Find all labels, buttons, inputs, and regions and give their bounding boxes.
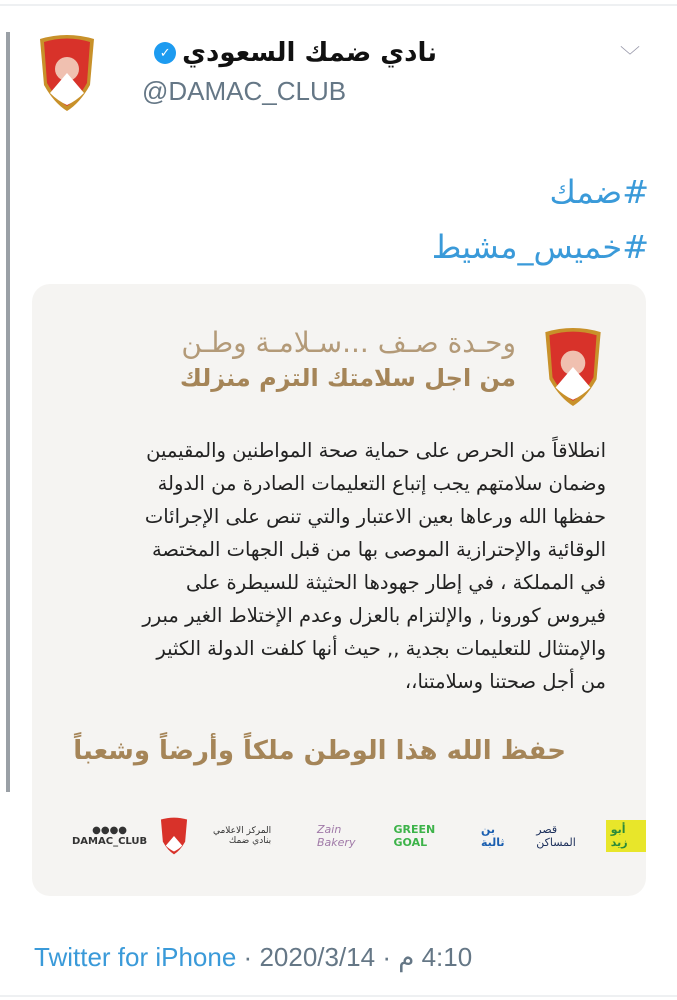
tweet-date[interactable]: 2020/3/14 (259, 942, 376, 972)
body-line: والإمتثال للتعليمات بجدية ,, حيث أنها كلفت الدولة الكثير (156, 637, 606, 660)
card-body (62, 434, 606, 698)
card-subheadline: من اجل سلامتك التزم منزلك (179, 364, 516, 392)
tweet-text (432, 165, 649, 275)
body-line: حفظها الله ورعاها بعين الاعتبار والتي تنص على الإجرائات (144, 505, 606, 528)
verified-badge-icon: ✓ (154, 42, 176, 64)
tweet-time[interactable]: 4:10 م (398, 942, 473, 972)
card-closing: حفظ الله هذا الوطن ملكاً وأرضاً وشعباً (73, 736, 566, 766)
body-line: الوقائية والإحترازية الموصى بها من قبل الجهات المختصة (151, 538, 606, 561)
separator: · (382, 942, 399, 972)
tweet-image[interactable] (32, 284, 646, 896)
body-line: فيروس كورونا , والإلتزام بالعزل وعدم الإختلاط الغير مبرر (142, 604, 606, 627)
separator: · (243, 942, 260, 972)
sponsor-logo: بن ثالبة (480, 823, 505, 849)
hashtag-link[interactable]: #خميس_مشيط (431, 228, 649, 266)
social-icons: ●●●● (92, 825, 128, 836)
avatar[interactable] (34, 28, 100, 118)
chevron-down-icon[interactable]: ﹀ (620, 44, 640, 68)
card-headline: وحـدة صـف ...سـلامـة وطـن (181, 326, 516, 359)
damac-logo-icon (159, 816, 189, 856)
user-handle[interactable]: @DAMAC_CLUB (142, 76, 347, 106)
tweet-meta (34, 942, 472, 973)
damac-logo-icon (540, 326, 606, 412)
sponsor-logo: قصر المساكن (536, 823, 576, 849)
body-line: وضمان سلامتهم يجب إتباع التعليمات الصادرة من الدولة (157, 472, 606, 495)
sponsor-logo: أبو زيد (606, 820, 646, 852)
body-line: في المملكة ، في إطار جهودها الحثيثة للسيطرة على (186, 571, 606, 594)
body-line: من أجل صحتنا وسلامتنا،، (404, 670, 606, 693)
media-center-label: المركز الاعلامي بنادي ضمك (212, 826, 272, 846)
social-handle: ●●●● DAMAC_CLUB (72, 825, 148, 847)
sponsor-logo: GREEN GOAL (393, 823, 436, 849)
divider (0, 995, 677, 997)
body-line: انطلاقاً من الحرص على حماية صحة المواطنين والمقيمين (146, 439, 606, 462)
sponsor-logos (312, 820, 646, 852)
source-link[interactable]: Twitter for iPhone (34, 942, 237, 972)
divider (0, 4, 677, 6)
sponsor-logo: Zain Bakery (317, 823, 356, 849)
scrollbar[interactable] (6, 32, 10, 792)
hashtag-link[interactable]: #ضمك (549, 173, 649, 211)
damac-logo-icon (36, 33, 98, 113)
card-footer-branding (72, 816, 271, 856)
display-name[interactable]: نادي ضمك السعودي ✓ (154, 38, 437, 68)
